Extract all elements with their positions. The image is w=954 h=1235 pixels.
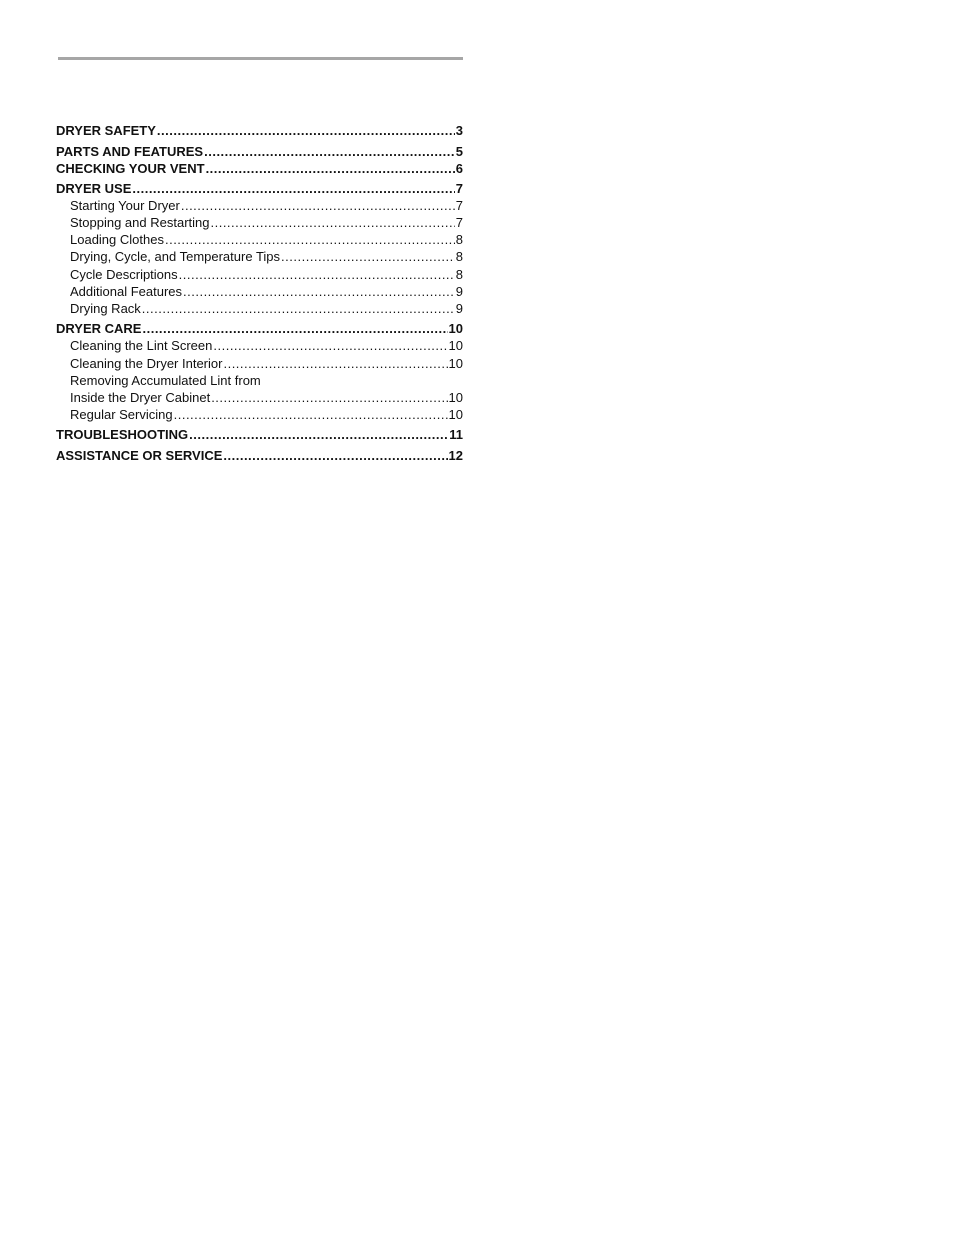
toc-entry-title: Starting Your Dryer [70, 198, 180, 213]
toc-entry-title: Regular Servicing [70, 407, 173, 422]
toc-entry-title: Cycle Descriptions [70, 267, 178, 282]
toc-entry-page: 11 [449, 427, 463, 442]
toc-entry-page: 3 [455, 123, 463, 138]
toc-entry-dryer-care[interactable] [56, 320, 463, 337]
toc-entry-title: Inside the Dryer Cabinet [70, 390, 211, 405]
top-divider [58, 57, 463, 60]
toc-entry-title: DRYER USE [56, 181, 132, 196]
toc-entry-additional-features[interactable] [70, 283, 463, 300]
toc-entry-drying-rack[interactable] [70, 300, 463, 317]
toc-entry-drying-cycle-temperature-tips[interactable] [70, 248, 463, 265]
toc-entry-cleaning-lint-screen[interactable] [70, 337, 463, 354]
toc-entry-page: 7 [455, 215, 463, 230]
toc-entry-title: Stopping and Restarting [70, 215, 210, 230]
toc-entry-title: DRYER CARE [56, 321, 142, 336]
toc-entry-title: TROUBLESHOOTING [56, 427, 189, 442]
toc-entry-title: Cleaning the Dryer Interior [70, 356, 223, 371]
toc-entry-title: Drying Rack [70, 301, 141, 316]
dot-leader [189, 426, 448, 443]
dot-leader [142, 300, 455, 317]
toc-entry-page: 8 [455, 232, 463, 247]
toc-entry-troubleshooting[interactable] [56, 426, 463, 443]
toc-entry-page: 10 [448, 407, 463, 422]
toc-entry-title: Cleaning the Lint Screen [70, 338, 213, 353]
toc-entry-page: 9 [455, 301, 463, 316]
toc-entry-page: 12 [448, 448, 463, 463]
toc-entry-removing-accumulated-lint[interactable] [70, 389, 463, 406]
dot-leader [132, 180, 454, 197]
toc-entry-cleaning-dryer-interior[interactable] [70, 355, 463, 372]
toc-entry-starting-your-dryer[interactable] [70, 197, 463, 214]
toc-entry-title: DRYER SAFETY [56, 123, 156, 138]
toc-entry-title: PARTS AND FEATURES [56, 144, 204, 159]
toc-entry-title: CHECKING YOUR VENT [56, 161, 205, 176]
toc-entry-page: 9 [455, 284, 463, 299]
dot-leader [183, 283, 455, 300]
toc-entry-page: 8 [455, 249, 463, 264]
toc-entry-title: Drying, Cycle, and Temperature Tips [70, 249, 281, 264]
toc-entry-assistance-or-service[interactable] [56, 447, 463, 464]
toc-entry-removing-lint-line1: Removing Accumulated Lint from [70, 373, 261, 388]
dot-leader [281, 248, 455, 265]
dot-leader [157, 122, 455, 139]
toc-entry-page: 6 [455, 161, 463, 176]
toc-entry-parts-and-features[interactable] [56, 143, 463, 160]
toc-entry-regular-servicing[interactable] [70, 406, 463, 423]
toc-entry-page: 7 [455, 181, 463, 196]
dot-leader [174, 406, 448, 423]
toc-entry-page: 5 [455, 144, 463, 159]
dot-leader [165, 231, 455, 248]
toc-entry-page: 10 [448, 321, 463, 336]
toc-entry-page: 10 [448, 356, 463, 371]
dot-leader [204, 143, 455, 160]
toc-entry-page: 8 [455, 267, 463, 282]
toc-entry-stopping-and-restarting[interactable] [70, 214, 463, 231]
toc-entry-page: 10 [448, 338, 463, 353]
dot-leader [142, 320, 447, 337]
toc-entry-cycle-descriptions[interactable] [70, 266, 463, 283]
dot-leader [179, 266, 455, 283]
dot-leader [223, 355, 447, 372]
dot-leader [211, 389, 447, 406]
toc-entry-title: ASSISTANCE OR SERVICE [56, 448, 223, 463]
toc-entry-title: Loading Clothes [70, 232, 164, 247]
toc-entry-dryer-use[interactable] [56, 180, 463, 197]
toc-entry-dryer-safety[interactable] [56, 122, 463, 139]
dot-leader [213, 337, 447, 354]
toc-entry-checking-your-vent[interactable] [56, 160, 463, 177]
dot-leader [210, 214, 454, 231]
dot-leader [223, 447, 447, 464]
dot-leader [206, 160, 455, 177]
toc-entry-page: 7 [455, 198, 463, 213]
dot-leader [181, 197, 455, 214]
toc-entry-page: 10 [448, 390, 463, 405]
toc-entry-loading-clothes[interactable] [70, 231, 463, 248]
toc-entry-title: Additional Features [70, 284, 183, 299]
